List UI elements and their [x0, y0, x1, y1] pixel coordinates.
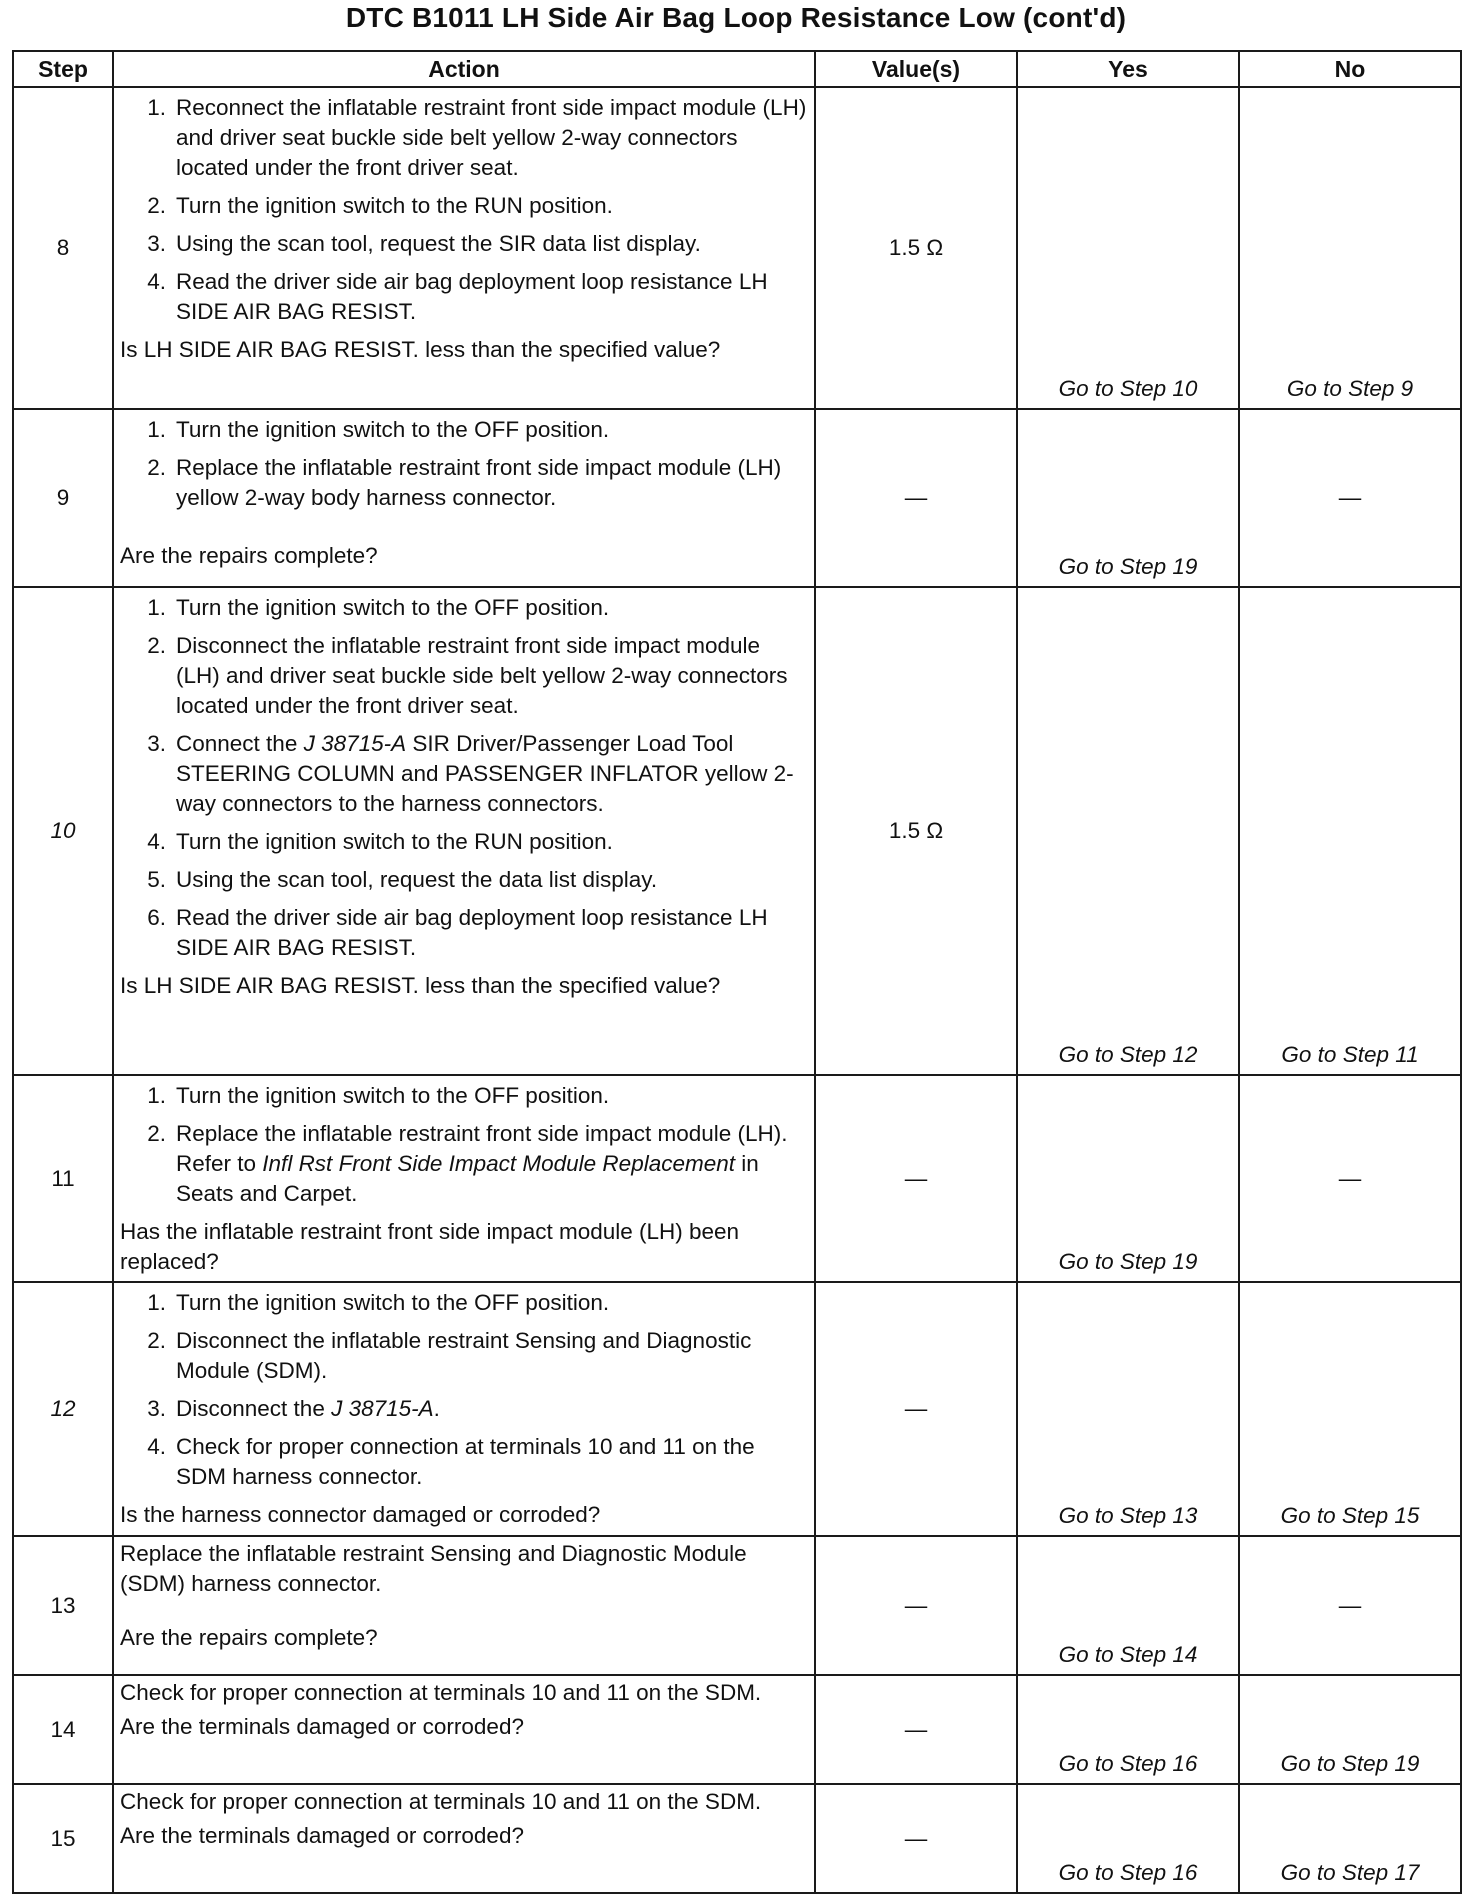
step-number: 13: [13, 1536, 113, 1675]
step-number: 12: [13, 1282, 113, 1536]
action-question: Is LH SIDE AIR BAG RESIST. less than the specified value?: [120, 337, 721, 362]
step-number: 9: [13, 409, 113, 587]
action-cell: [113, 1784, 815, 1893]
no-cell: Go to Step 15: [1239, 1282, 1461, 1536]
header-yes: Yes: [1017, 51, 1239, 87]
step-number: 11: [13, 1075, 113, 1282]
manual-reference: Infl Rst Front Side Impact Module Replacement: [262, 1151, 736, 1176]
list-item: 4. Read the driver side air bag deployment loop resistance LH SIDE AIR BAG RESIST.: [147, 269, 768, 324]
action-text: Check for proper connection at terminals 10 and 11 on the SDM.: [120, 1789, 762, 1814]
diagnostic-table: [12, 50, 1462, 1894]
table-row: [13, 409, 1461, 587]
action-list: [120, 593, 808, 963]
list-item: 2. Replace the inflatable restraint front side impact module (LH) yellow 2-way body harness connector.: [147, 455, 782, 510]
table-row: [13, 87, 1461, 409]
action-list: [120, 1288, 808, 1492]
action-cell: [113, 87, 815, 409]
table-row: [13, 1536, 1461, 1675]
list-item: 2. Disconnect the inflatable restraint Sensing and Diagnostic Module (SDM).: [147, 1328, 752, 1383]
header-action: Action: [113, 51, 815, 87]
step-number: 10: [13, 587, 113, 1075]
table-row: [13, 1282, 1461, 1536]
table-row: [13, 1675, 1461, 1784]
list-item: 4. Check for proper connection at terminals 10 and 11 on the SDM harness connector.: [147, 1434, 755, 1489]
value-cell: —: [815, 1075, 1017, 1282]
action-cell: [113, 409, 815, 587]
yes-cell: Go to Step 12: [1017, 587, 1239, 1075]
no-cell: —: [1239, 409, 1461, 587]
action-cell: [113, 587, 815, 1075]
list-item: 2. Replace the inflatable restraint front side impact module (LH). Refer to Infl Rst Front Side Impact Module Replacement in Seats and Carpet.: [147, 1121, 788, 1206]
value-cell: 1.5 Ω: [815, 87, 1017, 409]
value-cell: —: [815, 1784, 1017, 1893]
no-cell: —: [1239, 1536, 1461, 1675]
tool-reference: J 38715-A: [331, 1396, 434, 1421]
value-cell: 1.5 Ω: [815, 587, 1017, 1075]
no-cell: —: [1239, 1075, 1461, 1282]
value-cell: —: [815, 1675, 1017, 1784]
list-item: 3. Disconnect the J 38715-A.: [147, 1396, 440, 1421]
action-question: Has the inflatable restraint front side impact module (LH) been replaced?: [120, 1219, 740, 1274]
table-row: [13, 1784, 1461, 1893]
list-item: 4. Turn the ignition switch to the RUN position.: [147, 829, 613, 854]
action-question: Is LH SIDE AIR BAG RESIST. less than the specified value?: [120, 973, 721, 998]
action-question: Are the terminals damaged or corroded?: [120, 1823, 524, 1848]
action-question: Is the harness connector damaged or corroded?: [120, 1502, 601, 1527]
action-cell: [113, 1536, 815, 1675]
no-cell: Go to Step 17: [1239, 1784, 1461, 1893]
header-step: Step: [13, 51, 113, 87]
step-number: 14: [13, 1675, 113, 1784]
list-item: 1. Reconnect the inflatable restraint front side impact module (LH) and driver seat buckle side belt yellow 2-way connectors located under the front driver seat.: [147, 95, 807, 180]
action-list: [120, 93, 808, 327]
list-item: 3. Using the scan tool, request the SIR data list display.: [147, 231, 701, 256]
action-list: [120, 1081, 808, 1209]
table-row: [13, 587, 1461, 1075]
step-number: 8: [13, 87, 113, 409]
value-cell: —: [815, 1536, 1017, 1675]
action-question: Are the repairs complete?: [120, 543, 378, 568]
action-list: [120, 415, 808, 513]
list-item: 1. Turn the ignition switch to the OFF position.: [147, 595, 610, 620]
action-cell: [113, 1675, 815, 1784]
action-cell: [113, 1075, 815, 1282]
step-number: 15: [13, 1784, 113, 1893]
list-item: 6. Read the driver side air bag deployment loop resistance LH SIDE AIR BAG RESIST.: [147, 905, 768, 960]
action-cell: [113, 1282, 815, 1536]
table-row: [13, 1075, 1461, 1282]
page-title: DTC B1011 LH Side Air Bag Loop Resistance Low (cont'd): [345, 2, 1127, 33]
action-question: Are the repairs complete?: [120, 1625, 378, 1650]
no-cell: Go to Step 11: [1239, 587, 1461, 1075]
no-cell: Go to Step 9: [1239, 87, 1461, 409]
list-item: 2. Disconnect the inflatable restraint front side impact module (LH) and driver seat buckle side belt yellow 2-way connectors located under the front driver seat.: [147, 633, 788, 718]
header-values: Value(s): [815, 51, 1017, 87]
list-item: 1. Turn the ignition switch to the OFF position.: [147, 1290, 610, 1315]
header-no: No: [1239, 51, 1461, 87]
yes-cell: Go to Step 10: [1017, 87, 1239, 409]
action-text: Replace the inflatable restraint Sensing and Diagnostic Module (SDM) harness connector.: [120, 1541, 747, 1596]
header-row: [13, 51, 1461, 87]
value-cell: —: [815, 409, 1017, 587]
list-item: 3. Connect the J 38715-A SIR Driver/Passenger Load Tool STEERING COLUMN and PASSENGER INFLATOR yellow 2-way connectors to the harness connectors.: [147, 731, 794, 816]
tool-reference: J 38715-A: [303, 731, 407, 756]
list-item: 2. Turn the ignition switch to the RUN position.: [147, 193, 613, 218]
action-question: Are the terminals damaged or corroded?: [120, 1714, 524, 1739]
value-cell: —: [815, 1282, 1017, 1536]
action-text: Check for proper connection at terminals 10 and 11 on the SDM.: [120, 1680, 762, 1705]
yes-cell: Go to Step 16: [1017, 1675, 1239, 1784]
yes-cell: Go to Step 16: [1017, 1784, 1239, 1893]
no-cell: Go to Step 19: [1239, 1675, 1461, 1784]
list-item: 1. Turn the ignition switch to the OFF position.: [147, 1083, 610, 1108]
yes-cell: Go to Step 14: [1017, 1536, 1239, 1675]
list-item: 5. Using the scan tool, request the data list display.: [147, 867, 658, 892]
yes-cell: Go to Step 19: [1017, 1075, 1239, 1282]
yes-cell: Go to Step 13: [1017, 1282, 1239, 1536]
list-item: 1. Turn the ignition switch to the OFF position.: [147, 417, 610, 442]
yes-cell: Go to Step 19: [1017, 409, 1239, 587]
